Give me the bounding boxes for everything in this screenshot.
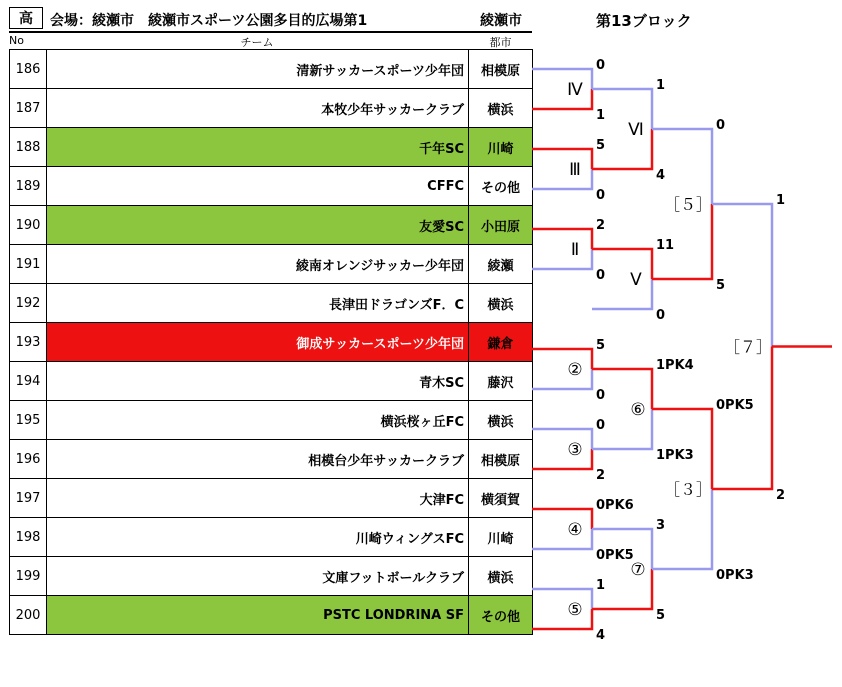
bracket-line	[532, 149, 592, 169]
team-city: 横浜	[469, 89, 533, 128]
team-name: 青木SC	[47, 362, 469, 401]
bracket-line	[532, 349, 592, 369]
score-top: 1	[596, 578, 606, 593]
match-label: ⑥	[630, 400, 646, 420]
team-number: 194	[10, 362, 47, 401]
match-label: Ⅲ	[569, 160, 581, 180]
bracket-line	[532, 429, 592, 449]
team-city: 鎌倉	[469, 323, 533, 362]
venue-city: 綾瀬市	[480, 13, 522, 29]
match-label: ⑦	[630, 560, 646, 580]
bracket-line	[532, 89, 592, 109]
team-name: PSTC LONDRINA SF	[47, 596, 469, 635]
team-name: 清新サッカースポーツ少年団	[47, 50, 469, 89]
match-label: Ⅱ	[570, 240, 580, 260]
team-number: 198	[10, 518, 47, 557]
bracket-line	[592, 279, 652, 309]
score-bottom: 1PK3	[656, 448, 694, 463]
team-name: 川崎ウィングスFC	[47, 518, 469, 557]
category-badge: 高	[9, 7, 43, 29]
score-bottom: 2	[776, 488, 786, 503]
team-number: 196	[10, 440, 47, 479]
score-bottom: 0PK5	[596, 548, 634, 563]
team-name: 長津田ドラゴンズF．C	[47, 284, 469, 323]
team-name: 相模台少年サッカークラブ	[47, 440, 469, 479]
score-top: 2	[596, 218, 606, 233]
bracket-line	[532, 69, 592, 89]
column-header-city: 都市	[489, 36, 512, 49]
score-bottom: 0	[596, 268, 606, 283]
bracket-line	[532, 609, 592, 629]
score-top: 5	[596, 138, 606, 153]
team-city: 横浜	[469, 284, 533, 323]
match-label: ［５］	[663, 195, 713, 214]
bracket-line	[532, 509, 592, 529]
team-number: 195	[10, 401, 47, 440]
column-header-team: チーム	[240, 36, 274, 49]
team-number: 193	[10, 323, 47, 362]
score-top: 5	[596, 338, 606, 353]
team-number: 188	[10, 128, 47, 167]
score-top: 0PK5	[716, 398, 754, 413]
bracket-line	[712, 204, 772, 347]
team-name: 綾南オレンジサッカー少年団	[47, 245, 469, 284]
score-bottom: 4	[596, 628, 606, 643]
team-number: 189	[10, 167, 47, 206]
team-number: 192	[10, 284, 47, 323]
score-bottom: 4	[656, 168, 666, 183]
score-bottom: 0PK3	[716, 568, 754, 583]
team-name: 本牧少年サッカークラブ	[47, 89, 469, 128]
team-name: 御成サッカースポーツ少年団	[47, 323, 469, 362]
score-bottom: 0	[596, 388, 606, 403]
team-city: 綾瀬	[469, 245, 533, 284]
team-city: 相模原	[469, 50, 533, 89]
team-name: CFFC	[47, 167, 469, 206]
match-label: ［３］	[663, 480, 713, 499]
match-label: ②	[567, 360, 583, 380]
team-city: 小田原	[469, 206, 533, 245]
team-name: 文庫フットボールクラブ	[47, 557, 469, 596]
team-name: 大津FC	[47, 479, 469, 518]
match-label: ⑤	[567, 600, 583, 620]
score-top: 1	[656, 78, 666, 93]
score-bottom: 0	[596, 188, 606, 203]
score-bottom: 5	[656, 608, 666, 623]
block-title: 第13ブロック	[596, 12, 692, 30]
score-top: 3	[656, 518, 666, 533]
score-bottom: 0	[656, 308, 666, 323]
match-label: Ⅳ	[567, 80, 583, 100]
score-top: 1	[776, 193, 786, 208]
team-city: 横須賀	[469, 479, 533, 518]
team-number: 199	[10, 557, 47, 596]
score-bottom: 1	[596, 108, 606, 123]
team-number: 200	[10, 596, 47, 635]
bracket-line	[532, 229, 592, 249]
match-label: ［７］	[723, 337, 773, 357]
bracket-line	[532, 589, 592, 609]
team-number: 190	[10, 206, 47, 245]
team-number: 191	[10, 245, 47, 284]
team-number: 186	[10, 50, 47, 89]
column-header-no: No	[9, 34, 24, 47]
score-top: 0	[716, 118, 726, 133]
team-city: その他	[469, 167, 533, 206]
bracket-line	[532, 369, 592, 389]
score-top: 0	[596, 58, 606, 73]
team-name: 千年SC	[47, 128, 469, 167]
match-label: Ⅵ	[628, 120, 644, 140]
match-label: Ⅴ	[630, 270, 642, 290]
match-label: ④	[567, 520, 583, 540]
bracket-line	[532, 449, 592, 469]
team-city: 横浜	[469, 557, 533, 596]
team-city: 横浜	[469, 401, 533, 440]
venue-title: 会場：綾瀬市 綾瀬市スポーツ公園多目的広場第1	[50, 13, 368, 29]
score-top: 11	[656, 238, 675, 253]
team-name: 友愛SC	[47, 206, 469, 245]
bracket-line	[712, 347, 772, 490]
team-city: 川崎	[469, 128, 533, 167]
team-city: 川崎	[469, 518, 533, 557]
team-name: 横浜桜ヶ丘FC	[47, 401, 469, 440]
score-top: 0PK6	[596, 498, 634, 513]
score-bottom: 5	[716, 278, 726, 293]
team-number: 187	[10, 89, 47, 128]
bracket-line	[532, 249, 592, 269]
score-top: 1PK4	[656, 358, 694, 373]
bracket-line	[652, 129, 712, 204]
team-city: その他	[469, 596, 533, 635]
score-bottom: 2	[596, 468, 606, 483]
score-top: 0	[596, 418, 606, 433]
bracket-line	[532, 169, 592, 189]
team-city: 藤沢	[469, 362, 533, 401]
bracket-line	[532, 529, 592, 549]
team-city: 相模原	[469, 440, 533, 479]
match-label: ③	[567, 440, 583, 460]
team-number: 197	[10, 479, 47, 518]
